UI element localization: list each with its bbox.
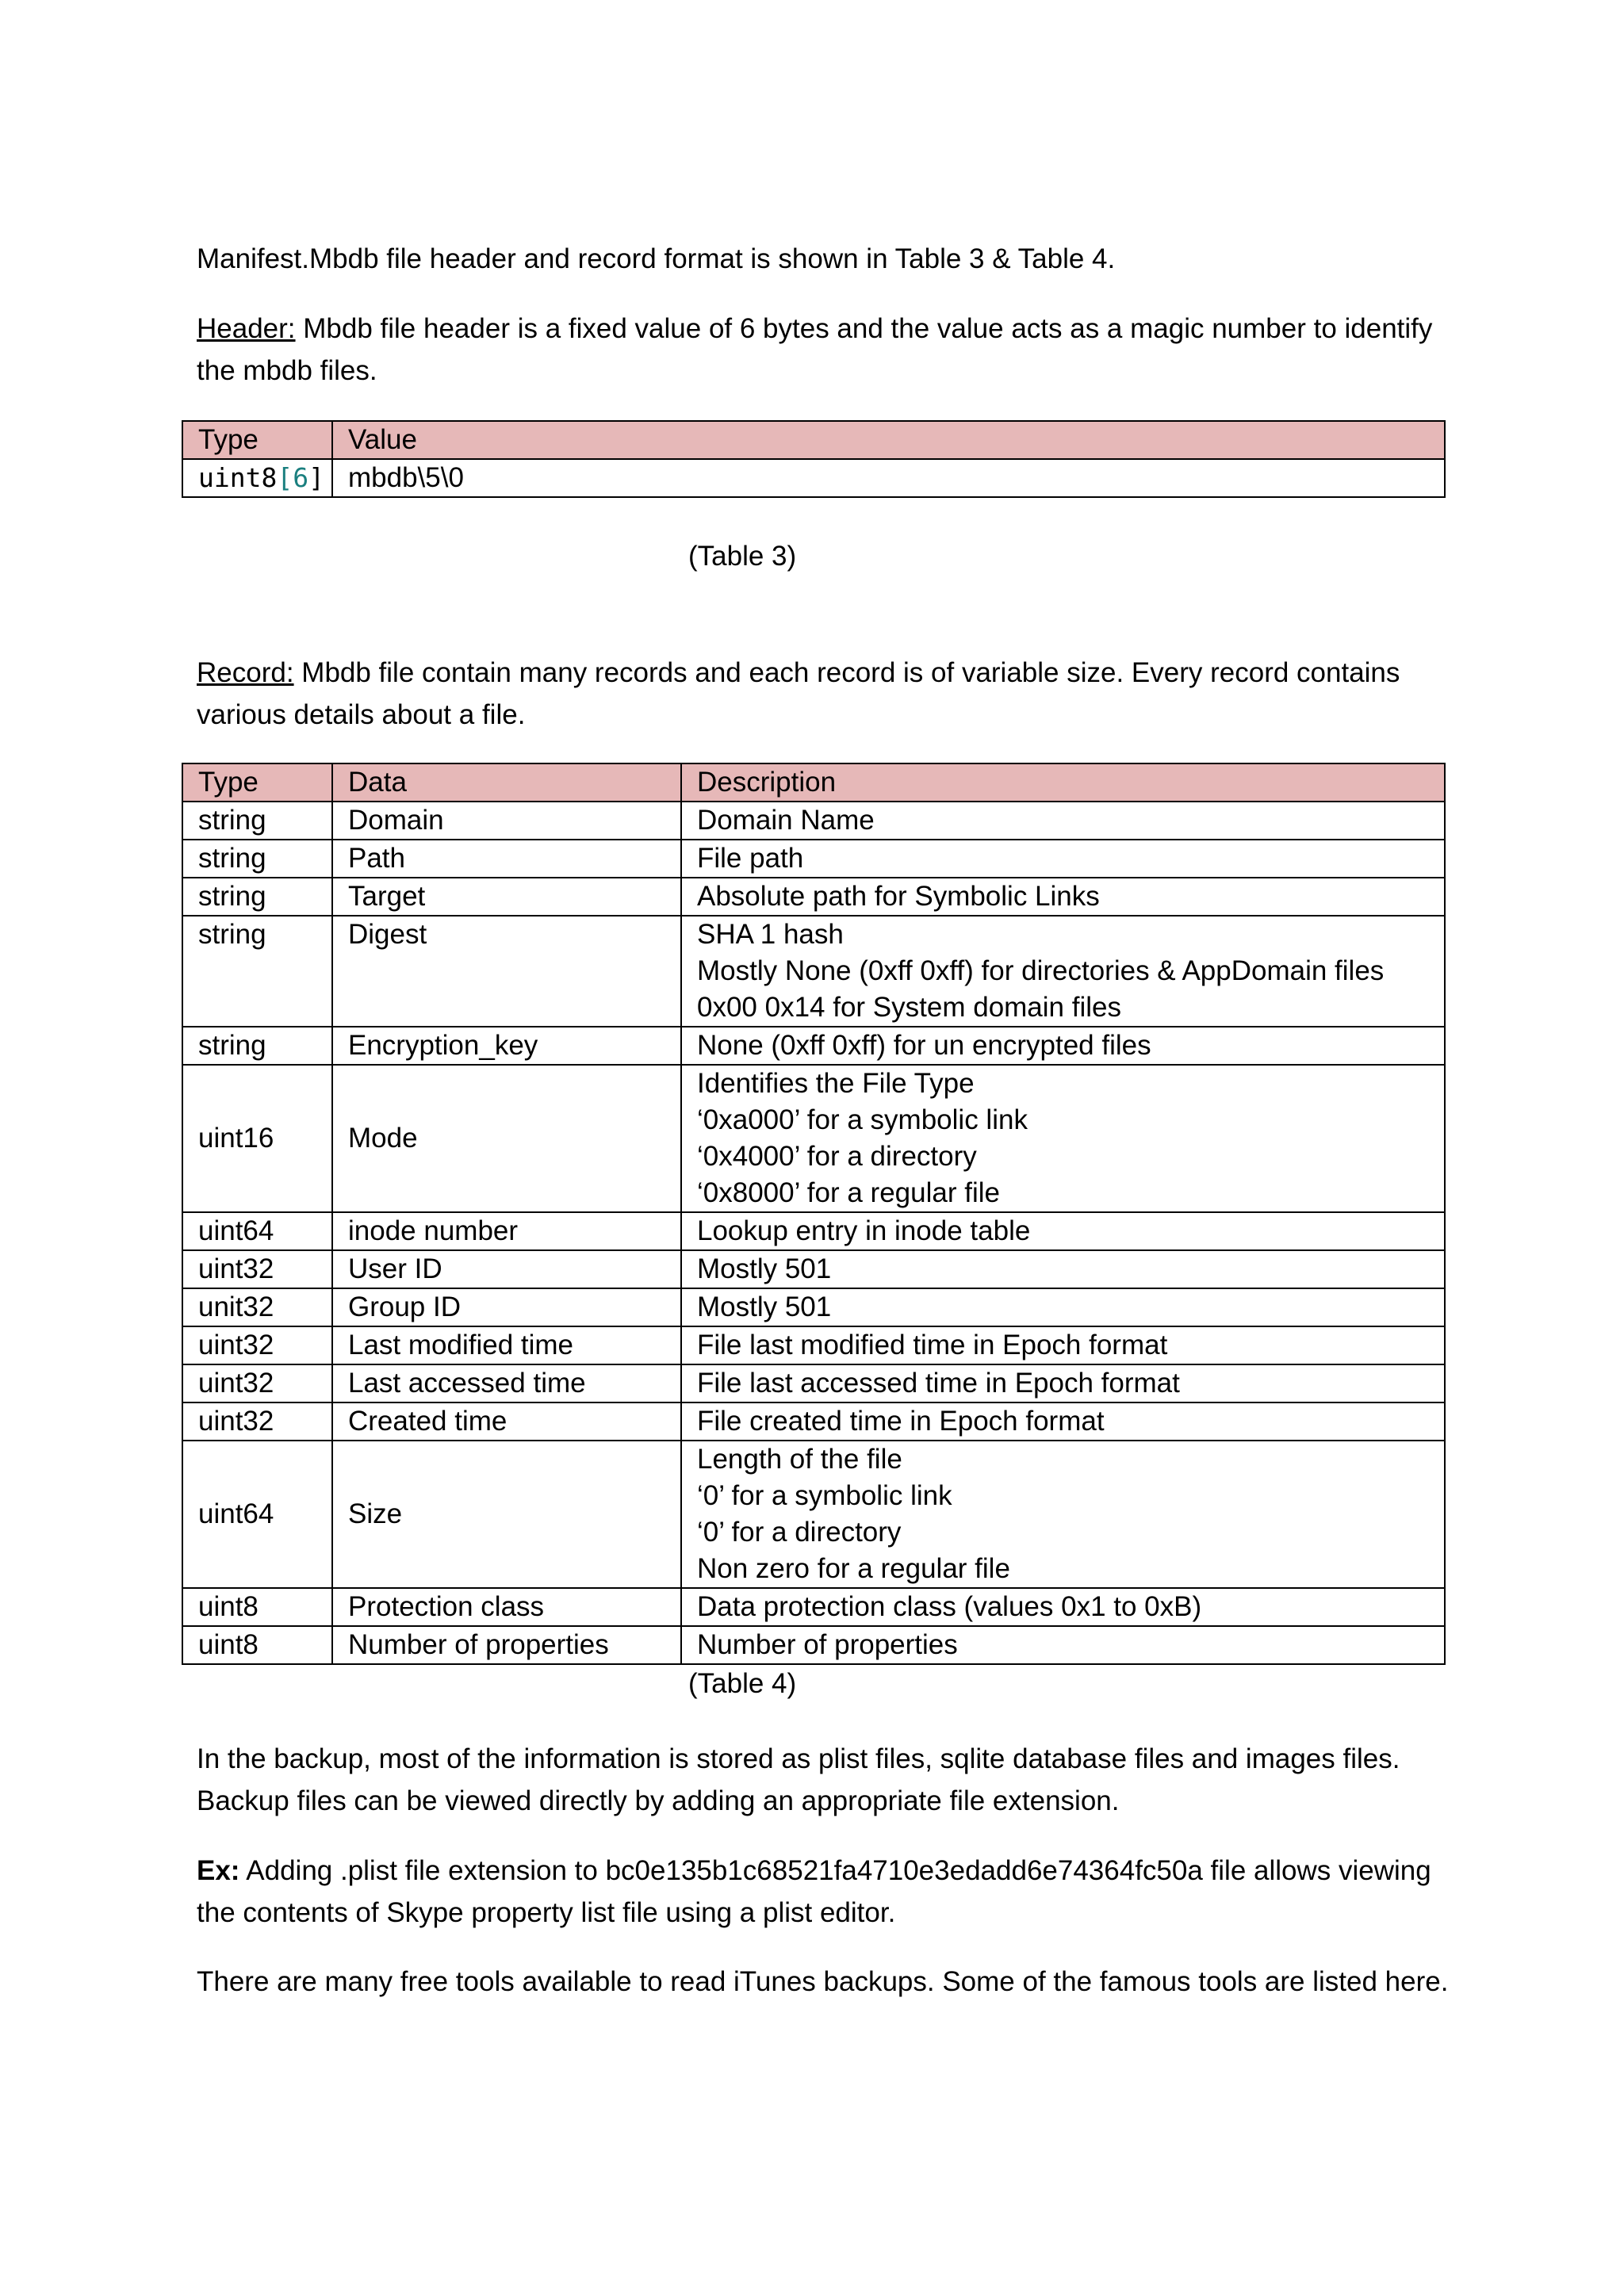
row-type-cell: unit32 <box>182 1288 332 1326</box>
description-line: File last accessed time in Epoch format <box>697 1368 1180 1399</box>
table-3-type-cell <box>182 459 332 497</box>
row-description-cell <box>681 916 1445 1027</box>
description-line: SHA 1 hash <box>697 919 844 950</box>
table-4-row <box>182 1027 1445 1065</box>
row-data-cell: Domain <box>332 802 681 840</box>
description-line: Non zero for a regular file <box>697 1553 1010 1584</box>
table-3-header-value: Value <box>332 421 1445 459</box>
table-4-row <box>182 1326 1445 1364</box>
row-data-cell: Path <box>332 840 681 878</box>
row-description-cell <box>681 802 1445 840</box>
row-description-cell <box>681 1027 1445 1065</box>
row-type-cell: uint16 <box>182 1065 332 1212</box>
description-line: Mostly None (0xff 0xff) for directories & AppDomain files <box>697 955 1385 986</box>
description-line: File created time in Epoch format <box>697 1406 1105 1437</box>
record-paragraph <box>197 652 1450 736</box>
type-num: 6 <box>293 462 309 493</box>
description-line: ‘0xa000’ for a symbolic link <box>697 1104 1028 1135</box>
table-3-caption: (Table 3) <box>688 541 797 572</box>
row-type-cell: uint8 <box>182 1626 332 1664</box>
description-line: Absolute path for Symbolic Links <box>697 881 1100 912</box>
type-bracket-open: [ <box>277 462 293 493</box>
type-bracket-close: ] <box>308 462 324 493</box>
table-4-row <box>182 1441 1445 1588</box>
row-description-cell <box>681 878 1445 916</box>
table-4-row <box>182 1065 1445 1212</box>
row-description-cell <box>681 1288 1445 1326</box>
intro-paragraph: Manifest.Mbdb file header and record format is shown in Table 3 & Table 4. <box>197 243 1116 274</box>
table-4 <box>182 763 1446 1665</box>
description-line: ‘0’ for a directory <box>697 1517 902 1548</box>
row-type-cell: string <box>182 802 332 840</box>
table-4-row <box>182 878 1445 916</box>
description-line: ‘0x4000’ for a directory <box>697 1141 977 1172</box>
table-3-row <box>182 459 1445 497</box>
table-4-row <box>182 1626 1445 1664</box>
table-3 <box>182 420 1446 498</box>
table-4-header-data: Data <box>332 763 681 802</box>
header-text: Mbdb file header is a fixed value of 6 bytes and the value acts as a magic number to identify the mbdb files. <box>197 313 1433 386</box>
row-data-cell: Size <box>332 1441 681 1588</box>
description-line: Length of the file <box>697 1444 902 1475</box>
description-line: 0x00 0x14 for System domain files <box>697 992 1121 1023</box>
example-text: Adding .plist file extension to bc0e135b1c68521fa4710e3edadd6e74364fc50a file allows viewing the contents of Skype property list file using a plist editor. <box>197 1855 1431 1928</box>
description-line: ‘0’ for a symbolic link <box>697 1480 952 1511</box>
row-type-cell: string <box>182 1027 332 1065</box>
row-description-cell <box>681 1250 1445 1288</box>
row-data-cell: Last accessed time <box>332 1364 681 1402</box>
table-4-row <box>182 1250 1445 1288</box>
row-type-cell: string <box>182 878 332 916</box>
row-data-cell: Number of properties <box>332 1626 681 1664</box>
table-4-header-row <box>182 763 1445 802</box>
table-3-value-cell: mbdb\5\0 <box>332 459 1445 497</box>
row-description-cell <box>681 1626 1445 1664</box>
table-4-row <box>182 1288 1445 1326</box>
description-line: Data protection class (values 0x1 to 0xB) <box>697 1591 1202 1622</box>
row-type-cell: uint32 <box>182 1402 332 1441</box>
row-data-cell: User ID <box>332 1250 681 1288</box>
description-line: Identifies the File Type <box>697 1068 975 1099</box>
row-type-cell: uint32 <box>182 1250 332 1288</box>
row-description-cell <box>681 1402 1445 1441</box>
row-type-cell: uint64 <box>182 1441 332 1588</box>
row-data-cell: Target <box>332 878 681 916</box>
row-data-cell: Last modified time <box>332 1326 681 1364</box>
row-type-cell: string <box>182 916 332 1027</box>
table-4-row <box>182 1588 1445 1626</box>
row-description-cell <box>681 1441 1445 1588</box>
table-4-row <box>182 1402 1445 1441</box>
description-line: None (0xff 0xff) for un encrypted files <box>697 1030 1151 1061</box>
table-4-header-description: Description <box>681 763 1445 802</box>
example-paragraph <box>197 1850 1450 1934</box>
description-line: File path <box>697 843 804 874</box>
row-type-cell: uint32 <box>182 1326 332 1364</box>
description-line: Lookup entry in inode table <box>697 1215 1031 1246</box>
header-label: Header: <box>197 313 296 344</box>
description-line: ‘0x8000’ for a regular file <box>697 1177 1000 1208</box>
row-description-cell <box>681 1588 1445 1626</box>
row-description-cell <box>681 1326 1445 1364</box>
table-4-header-type: Type <box>182 763 332 802</box>
table-4-body <box>182 763 1445 1664</box>
row-data-cell: Group ID <box>332 1288 681 1326</box>
table-3-header-type: Type <box>182 421 332 459</box>
row-type-cell: uint64 <box>182 1212 332 1250</box>
table-4-caption: (Table 4) <box>688 1668 797 1699</box>
description-line: Domain Name <box>697 805 875 836</box>
row-data-cell: Encryption_key <box>332 1027 681 1065</box>
row-data-cell: Mode <box>332 1065 681 1212</box>
table-4-row <box>182 840 1445 878</box>
row-type-cell: uint32 <box>182 1364 332 1402</box>
description-line: Number of properties <box>697 1629 958 1660</box>
description-line: Mostly 501 <box>697 1253 832 1284</box>
row-data-cell: Created time <box>332 1402 681 1441</box>
row-data-cell: Digest <box>332 916 681 1027</box>
row-description-cell <box>681 1212 1445 1250</box>
row-description-cell <box>681 840 1445 878</box>
table-4-row <box>182 1364 1445 1402</box>
row-data-cell: Protection class <box>332 1588 681 1626</box>
table-4-row <box>182 1212 1445 1250</box>
row-type-cell: string <box>182 840 332 878</box>
description-line: Mostly 501 <box>697 1292 832 1322</box>
type-base: uint8 <box>198 462 278 493</box>
backup-paragraph: In the backup, most of the information is stored as plist files, sqlite database files and images files. Backup files can be viewed directly by adding an appropriate file extension. <box>197 1743 1400 1816</box>
example-label: Ex: <box>197 1855 240 1886</box>
row-type-cell: uint8 <box>182 1588 332 1626</box>
table-3-header-row <box>182 421 1445 459</box>
tools-paragraph: There are many free tools available to read iTunes backups. Some of the famous tools are listed here. <box>197 1966 1449 1997</box>
row-description-cell <box>681 1065 1445 1212</box>
record-label: Record: <box>197 657 294 688</box>
record-text: Mbdb file contain many records and each record is of variable size. Every record contains various details about a file. <box>197 657 1400 730</box>
row-data-cell: inode number <box>332 1212 681 1250</box>
table-4-row <box>182 802 1445 840</box>
header-paragraph <box>197 308 1450 392</box>
row-description-cell <box>681 1364 1445 1402</box>
description-line: File last modified time in Epoch format <box>697 1330 1168 1360</box>
table-4-row <box>182 916 1445 1027</box>
